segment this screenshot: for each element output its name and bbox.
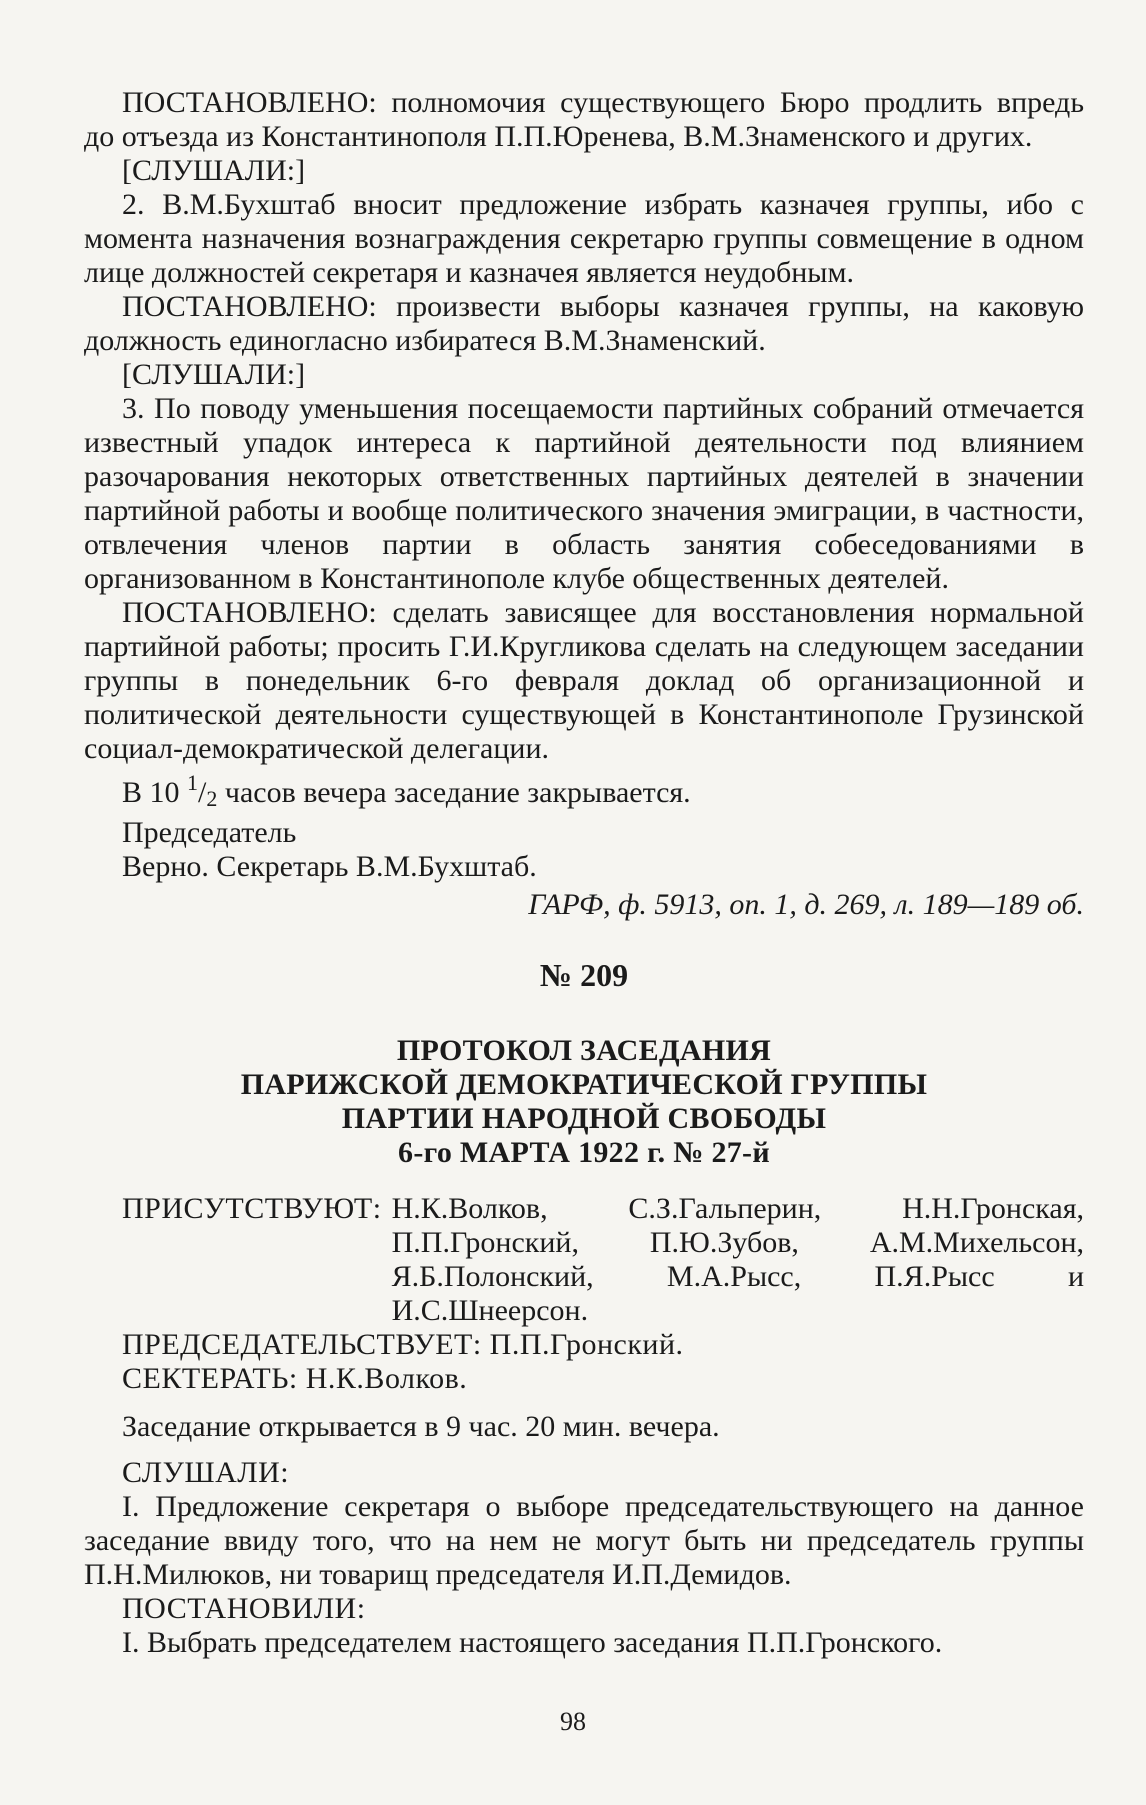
closing-time-suffix: часов вечера заседание закрывается. bbox=[224, 776, 691, 809]
document-body bbox=[84, 86, 1084, 1660]
document-title bbox=[84, 1034, 1084, 1170]
resolved-heading: ПОСТАНОВИЛИ: bbox=[122, 1592, 366, 1625]
title-line: ПРОТОКОЛ ЗАСЕДАНИЯ bbox=[396, 1034, 772, 1067]
present-names: Н.К.Волков, С.З.Гальперин, Н.Н.Гронская, П.П.Гронский, П.Ю.Зубов, А.М.Михельсон, Я.Б.Полонский, М.А.Рысс, П.Я.Рысс и И.С.Шнеерсон. bbox=[391, 1192, 1084, 1327]
attendance-present bbox=[84, 1192, 1084, 1328]
page-number: 98 bbox=[560, 1707, 586, 1736]
resolution-paragraph: ПОСТАНОВЛЕНО: сделать зависящее для восстановления нормальной партийной работы; просить Г.И.Кругликова сделать на следующем заседании группы в понедельник 6-го февраля доклад об организационной и политической деятельности существующей в Константинополе Грузинской социал-демократической делегации. bbox=[84, 596, 1084, 765]
closing-time bbox=[84, 766, 1084, 816]
resolution-paragraph: ПОСТАНОВЛЕНО: полномочия существующего Бюро продлить впредь до отъезда из Константинополя П.П.Юренева, В.М.Знаменского и других. bbox=[84, 86, 1084, 153]
chair-line: ПРЕДСЕДАТЕЛЬСТВУЕТ: П.П.Гронский. bbox=[122, 1328, 684, 1361]
resolution-paragraph: I. Выбрать председателем настоящего заседания П.П.Гронского. bbox=[122, 1626, 943, 1659]
secretary-line: СЕКТЕРАТЬ: Н.К.Волков. bbox=[122, 1362, 468, 1395]
heard-heading: СЛУШАЛИ: bbox=[122, 1456, 290, 1489]
heard-heading: [СЛУШАЛИ:] bbox=[122, 358, 306, 391]
secretary-signature: Верно. Секретарь В.М.Бухштаб. bbox=[122, 850, 537, 883]
closing-time-prefix: В 10 bbox=[122, 776, 180, 809]
heard-heading: [СЛУШАЛИ:] bbox=[122, 154, 306, 187]
fraction-slash: / bbox=[198, 776, 207, 809]
fraction-denominator: 2 bbox=[206, 786, 218, 811]
resolution-paragraph: ПОСТАНОВЛЕНО: произвести выборы казначея группы, на каковую должность единогласно избиратеся В.М.Знаменский. bbox=[84, 290, 1084, 357]
document-number: № 209 bbox=[539, 957, 629, 993]
item-paragraph: I. Предложение секретаря о выборе председательствующего на данное заседание ввиду того, что на нем не могут быть ни председатель группы П.Н.Милюков, ни товарищ председателя И.П.Демидов. bbox=[84, 1490, 1084, 1591]
title-line: 6-го МАРТА 1922 г. № 27-й bbox=[398, 1136, 770, 1169]
archive-reference: ГАРФ, ф. 5913, оп. 1, д. 269, л. 189—189 об. bbox=[528, 888, 1084, 921]
item-paragraph: 3. По поводу уменьшения посещаемости партийных собраний отмечается известный упадок интереса к партийной деятельности под влиянием разочарования некоторых ответственных партийных деятелей в значении партийной работы и вообще политического значения эмиграции, в частности, отвлечения членов партии в область занятия собеседованиями в организованном в Константинополе клубе общественных деятелей. bbox=[84, 392, 1084, 595]
fraction-numerator: 1 bbox=[187, 770, 199, 795]
item-paragraph: 2. В.М.Бухштаб вносит предложение избрать казначея группы, ибо с момента назначения вознаграждения секретарю группы совмещение в одном лице должностей секретаря и казначея является неудобным. bbox=[84, 188, 1084, 289]
present-label: ПРИСУТСТВУЮТ: bbox=[122, 1192, 382, 1225]
chairman-signature: Председатель bbox=[122, 816, 297, 849]
title-line: ПАРТИИ НАРОДНОЙ СВОБОДЫ bbox=[341, 1102, 827, 1135]
opening-time: Заседание открывается в 9 час. 20 мин. вечера. bbox=[122, 1410, 720, 1443]
title-line: ПАРИЖСКОЙ ДЕМОКРАТИЧЕСКОЙ ГРУППЫ bbox=[240, 1068, 928, 1101]
